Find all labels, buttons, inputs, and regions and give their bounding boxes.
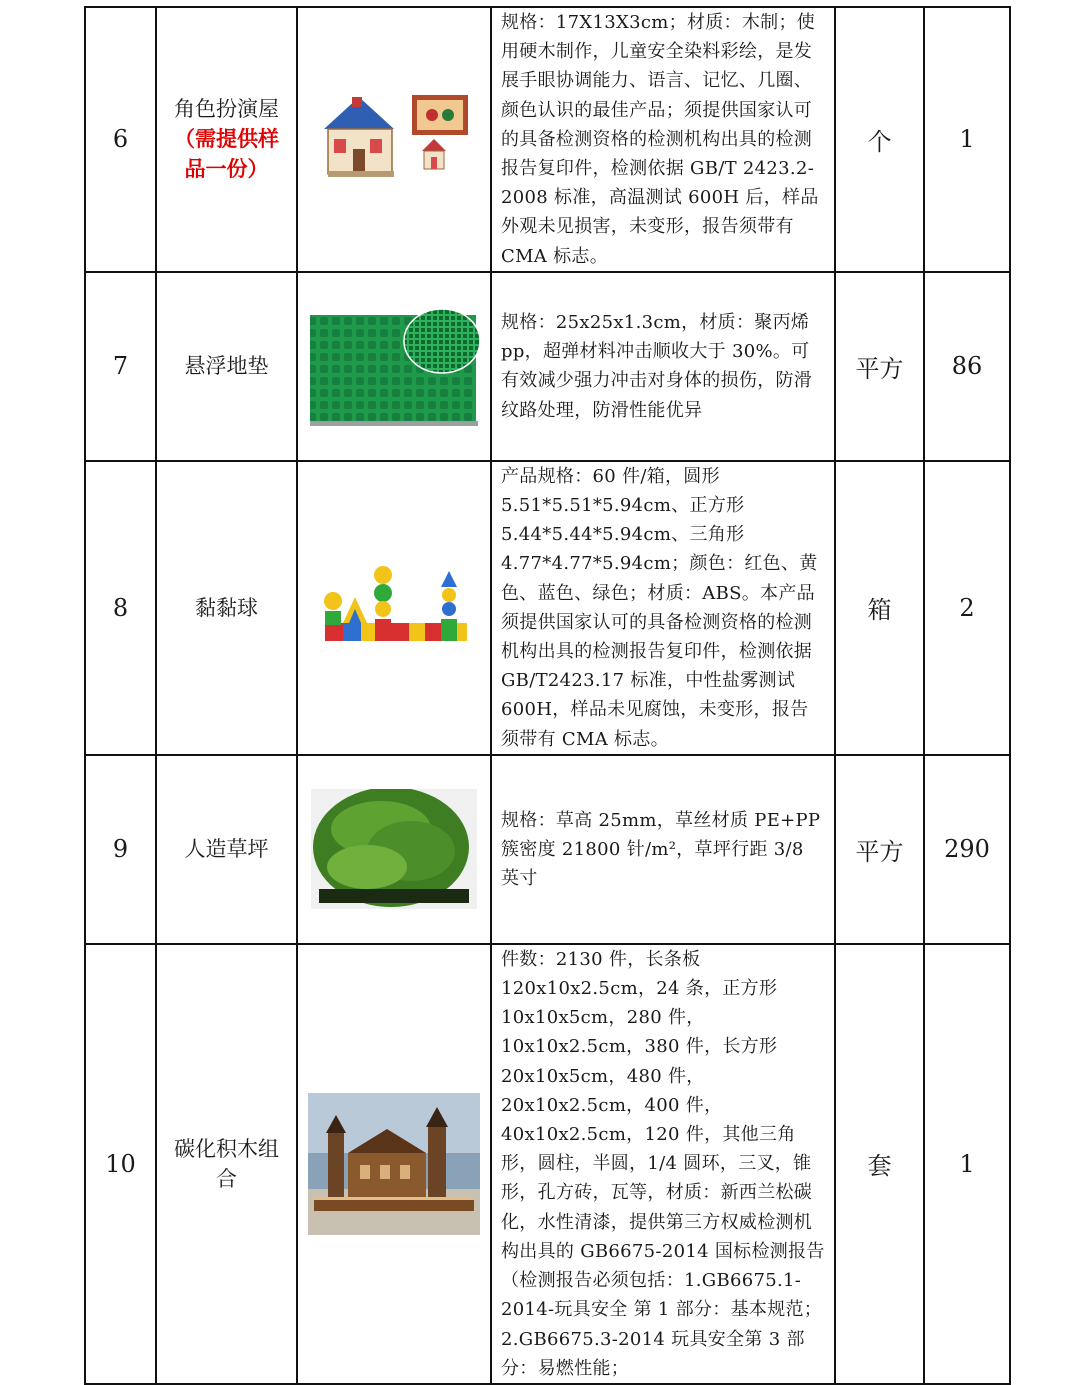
- green-floor-tile-image: [306, 303, 482, 429]
- table-row: [85, 755, 1010, 944]
- table-row: [85, 272, 1010, 461]
- item-name-cell: [156, 755, 297, 944]
- toy-house-image: [314, 89, 474, 189]
- item-name-cell: [156, 7, 297, 272]
- item-name-cell: [156, 944, 297, 1384]
- item-name: 角色扮演屋: [174, 97, 279, 122]
- row-number: 9: [85, 755, 156, 944]
- table-row: [85, 461, 1010, 755]
- table-row: [85, 7, 1010, 272]
- row-number: 8: [85, 461, 156, 755]
- row-number: 6: [85, 7, 156, 272]
- item-unit: 平方: [835, 272, 924, 461]
- item-name: 人造草坪: [184, 837, 269, 862]
- item-unit: 套: [835, 944, 924, 1384]
- item-image-cell: [297, 272, 491, 461]
- stacking-blocks-image: [319, 563, 469, 653]
- table-row: [85, 944, 1010, 1384]
- item-quantity: 1: [924, 944, 1010, 1384]
- sample-requirement-note: （需提供样品一份）: [174, 126, 279, 182]
- item-name: 碳化积木组合: [174, 1136, 279, 1191]
- item-unit: 平方: [835, 755, 924, 944]
- artificial-grass-image: [311, 789, 477, 909]
- item-image-cell: [297, 7, 491, 272]
- item-spec: 规格：25x25x1.3cm，材质：聚丙烯pp，超弹材料冲击顺收大于 30%。可有效减少强力冲击对身体的损伤，防滑纹路处理，防滑性能优异: [491, 272, 835, 461]
- row-number: 7: [85, 272, 156, 461]
- item-name-cell: [156, 272, 297, 461]
- item-name-cell: [156, 461, 297, 755]
- item-unit: 箱: [835, 461, 924, 755]
- item-unit: 个: [835, 7, 924, 272]
- product-table: [84, 6, 1011, 1385]
- item-name: 悬浮地垫: [184, 354, 269, 379]
- item-spec: 规格：草高 25mm，草丝材质 PE+PP 簇密度 21800 针/m²，草坪行距 3/8 英寸: [491, 755, 835, 944]
- item-spec: 规格：17X13X3cm；材质：木制；使用硬木制作，儿童安全染料彩绘，是发展手眼协调能力、语言、记忆、几圈、颜色认识的最佳产品；须提供国家认可的具备检测资格的检测机构出具的检测报告复印件，检测依据 GB/T 2423.2-2008 标准，高温测试 600H 后，样品外观未见损害，未变形，报告须带有 CMA 标志。: [491, 7, 835, 272]
- item-name: 黏黏球: [195, 595, 258, 620]
- item-quantity: 2: [924, 461, 1010, 755]
- item-spec: 产品规格：60 件/箱，圆形5.51*5.51*5.94cm、正方形5.44*5.44*5.94cm、三角形4.77*4.77*5.94cm；颜色：红色、黄色、蓝色、绿色；材质：ABS。本产品须提供国家认可的具备检测资格的检测机构出具的检测报告复印件，检测依据 GB/T2423.17 标准，中性盐雾测试 600H，样品未见腐蚀，未变形，报告须带有 CMA 标志。: [491, 461, 835, 755]
- row-number: 10: [85, 944, 156, 1384]
- item-image-cell: [297, 461, 491, 755]
- item-quantity: 290: [924, 755, 1010, 944]
- item-image-cell: [297, 755, 491, 944]
- item-image-cell: [297, 944, 491, 1384]
- item-quantity: 86: [924, 272, 1010, 461]
- item-quantity: 1: [924, 7, 1010, 272]
- item-spec: 件数：2130 件，长条板 120x10x2.5cm，24 条，正方形 10x10x5cm，280 件，10x10x2.5cm，380 件，长方形20x10x5cm，480 件，20x10x2.5cm，400 件，40x10x2.5cm，120 件，其他三角形，圆柱，半圆，1/4 圆环，三叉，锥形，孔方砖，瓦等，材质：新西兰松碳化，水性清漆，提供第三方权威检测机构出具的 GB6675-2014 国标检测报告（检测报告必须包括：1.GB6675.1-2014-玩具安全 第 1 部分：基本规范；2.GB6675.3-2014 玩具安全第 3 部分：易燃性能；: [491, 944, 835, 1384]
- carbonized-blocks-castle-image: [308, 1093, 480, 1235]
